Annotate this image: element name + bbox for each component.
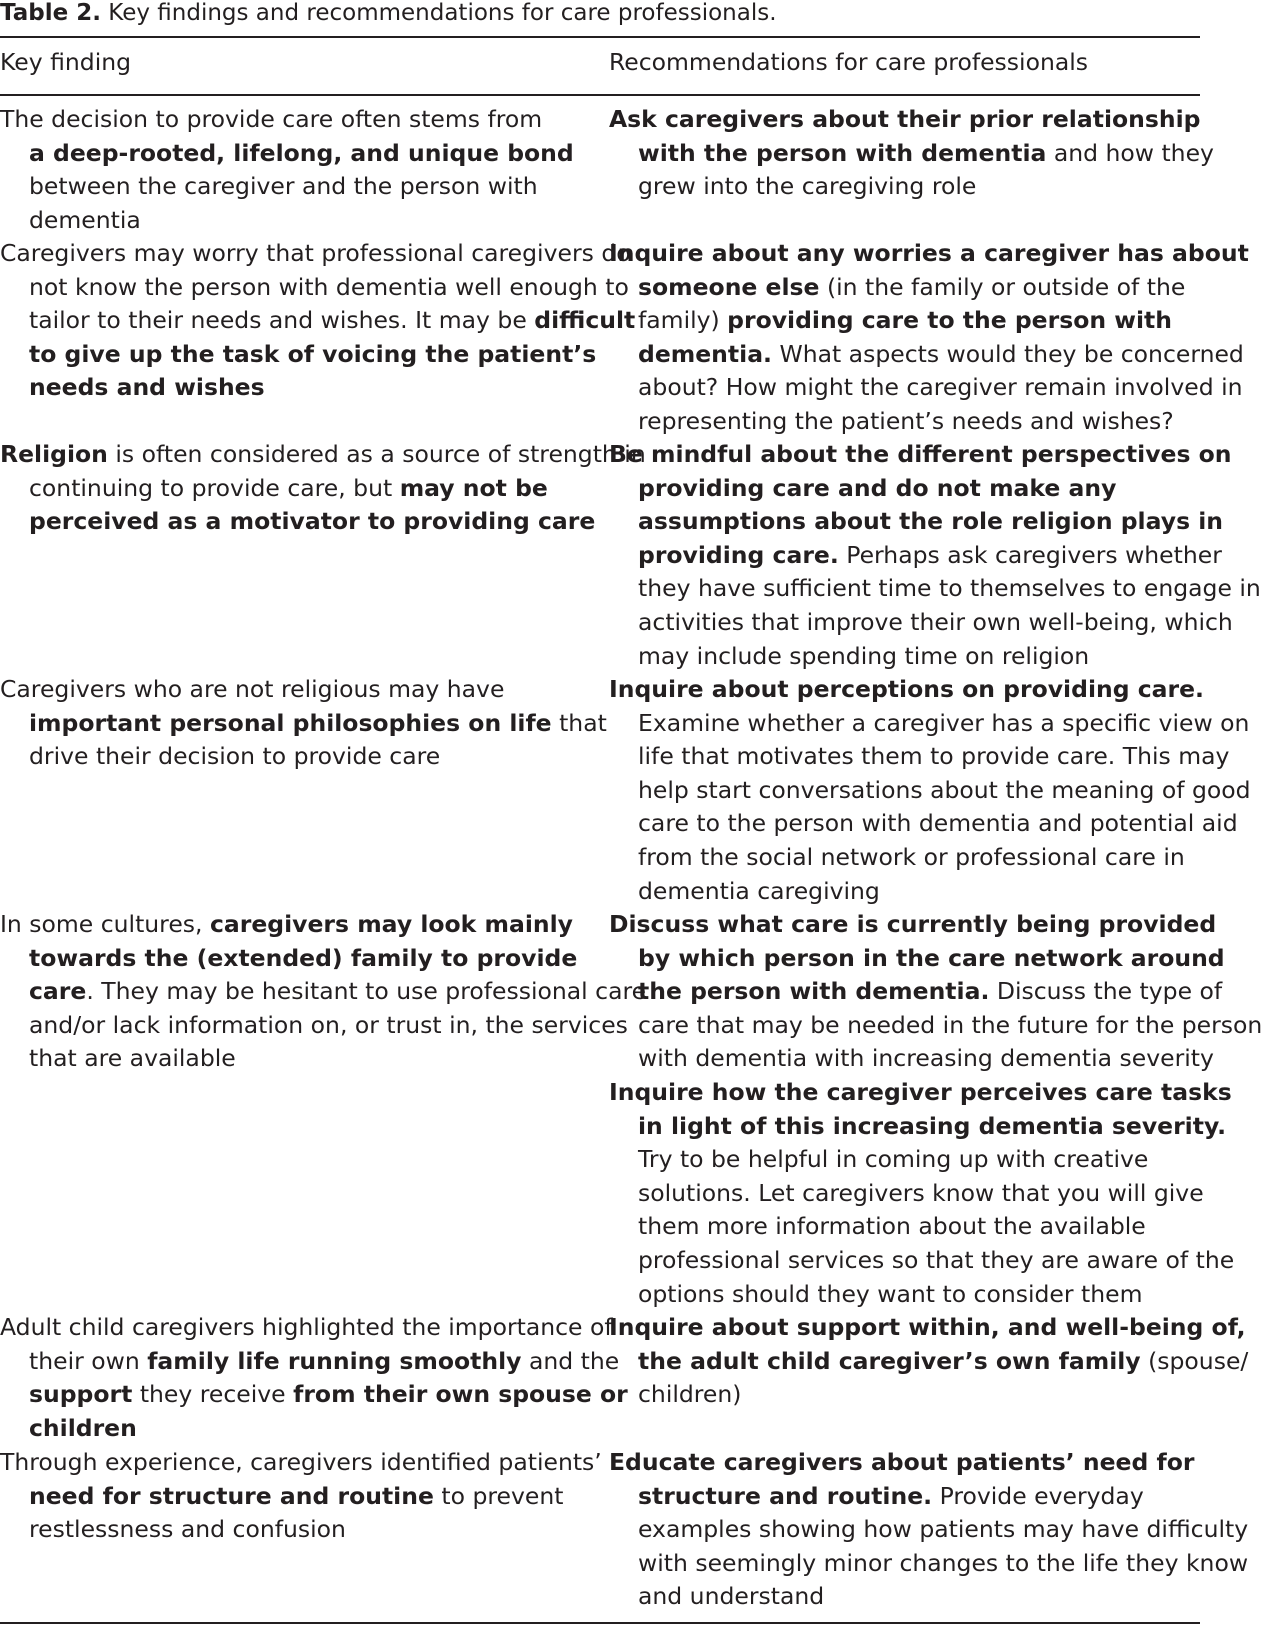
finding-text-line	[0, 942, 600, 976]
text: Adult child caregivers highlighted the importance of	[0, 1313, 613, 1341]
text: (in the family or outside of the	[819, 272, 1186, 301]
bold-text: by which person in the care network around	[638, 943, 1225, 972]
recommendation-text-line	[609, 572, 1261, 606]
text: representing the patient’s needs and wishes?	[638, 406, 1174, 435]
finding-text-line	[0, 1513, 600, 1547]
finding-text-line	[0, 1042, 600, 1076]
finding-text-line	[0, 1378, 628, 1412]
finding-text-line	[0, 673, 600, 707]
recommendation-text-line	[609, 908, 1217, 942]
finding-cell	[0, 673, 607, 774]
bold-text: providing care and do not make any	[638, 473, 1117, 502]
recommendation-text-line	[609, 1244, 1235, 1278]
text: Caregivers who are not religious may have	[0, 675, 505, 703]
recommendation-text-line	[609, 505, 1224, 539]
bold-text: the person with dementia.	[638, 977, 990, 1006]
finding-text-line	[0, 908, 600, 942]
bold-text: caregivers may look mainly	[209, 910, 573, 938]
bold-text: someone else	[638, 272, 820, 301]
finding-cell	[0, 237, 636, 405]
bold-text: structure and routine.	[638, 1481, 933, 1510]
text: drive their decision to provide care	[29, 742, 441, 771]
recommendation-text-line	[609, 137, 1214, 171]
text: help start conversations about the meaning of good	[638, 775, 1251, 804]
text: Perhaps ask caregivers whether	[838, 540, 1222, 569]
bold-text: Inquire about support within, and well-being of,	[609, 1313, 1246, 1341]
finding-text-line	[0, 975, 647, 1009]
bold-text: Inquire about perceptions on providing care.	[609, 675, 1204, 703]
finding-text-line	[0, 1412, 600, 1446]
finding-text-line	[0, 740, 600, 774]
recommendation-text-line	[609, 841, 1200, 875]
recommendation-cell	[609, 1311, 1249, 1412]
bold-text: may not be	[399, 473, 548, 502]
recommendation-text-line	[609, 1480, 1200, 1514]
finding-text-line	[0, 338, 600, 372]
text: care that may be needed in the future for the person	[638, 1010, 1262, 1039]
text: options should they want to consider them	[638, 1279, 1143, 1308]
bold-text: need for structure and routine	[29, 1481, 434, 1510]
recommendation-text-line	[609, 1042, 1214, 1076]
recommendation-text-line	[609, 405, 1200, 439]
text: . They may be hesitant to use professional care	[86, 977, 647, 1006]
recommendation-text-line	[609, 1278, 1200, 1312]
recommendation-text-line	[609, 740, 1230, 774]
bold-text: difficult	[534, 306, 636, 335]
bold-text: Educate caregivers about patients’ need for	[609, 1448, 1195, 1476]
recommendation-text-line	[609, 472, 1200, 506]
text: is often considered as a source of strength in	[107, 440, 646, 468]
text: restlessness and confusion	[29, 1515, 346, 1544]
text: solutions. Let caregivers know that you will give	[638, 1178, 1204, 1207]
text: to prevent	[433, 1481, 564, 1510]
recommendation-cell	[609, 1446, 1249, 1614]
recommendation-text-line	[609, 1378, 1200, 1412]
finding-cell	[0, 103, 600, 237]
bold-text: with the person with dementia	[638, 138, 1047, 167]
recommendation-text-line	[609, 1580, 1200, 1614]
text: Provide everyday	[932, 1481, 1144, 1510]
recommendation-text-line	[609, 1143, 1200, 1177]
table-caption-text: Key findings and recommendations for care professionals.	[100, 0, 777, 26]
finding-text-line	[0, 103, 600, 137]
recommendation-text-line	[609, 1177, 1204, 1211]
recommendation-text-line	[609, 304, 1200, 338]
text: that are available	[29, 1044, 236, 1073]
recommendation-text-line	[609, 371, 1243, 405]
finding-text-line	[0, 1480, 600, 1514]
recommendation-cell	[609, 438, 1261, 673]
recommendation-text-line	[609, 875, 1200, 909]
text: Caregivers may worry that professional caregivers do	[0, 239, 631, 267]
recommendation-text-line	[609, 1210, 1200, 1244]
text: grew into the caregiving role	[638, 172, 977, 201]
finding-text-line	[0, 1446, 600, 1480]
bold-text: the adult child caregiver’s own family	[638, 1346, 1141, 1375]
text: about? How might the caregiver remain involved in	[638, 373, 1243, 402]
recommendation-text-line	[609, 271, 1200, 305]
table-caption	[0, 0, 777, 28]
recommendation-text-line	[609, 1110, 1227, 1144]
recommendation-text-line	[609, 640, 1200, 674]
recommendation-text-line	[609, 438, 1232, 472]
recommendation-text-line	[609, 707, 1250, 741]
text: with dementia with increasing dementia severity	[638, 1044, 1214, 1073]
bold-text: to give up the task of voicing the patient’s	[29, 339, 597, 368]
text: In some cultures,	[0, 910, 210, 938]
finding-cell	[0, 1311, 628, 1445]
text: between the caregiver and the person with	[29, 172, 538, 201]
bold-text: children	[29, 1413, 137, 1442]
recommendation-text-line	[609, 1513, 1249, 1547]
text: Try to be helpful in coming up with creative	[638, 1145, 1149, 1174]
text: (spouse/	[1140, 1346, 1249, 1375]
recommendation-text-line	[609, 170, 1200, 204]
recommendation-text-line	[609, 237, 1249, 271]
text: tailor to their needs and wishes. It may be	[29, 306, 535, 335]
text: dementia caregiving	[638, 876, 880, 905]
bold-text: towards the (extended) family to provide	[29, 943, 578, 972]
table-caption-label: Table 2.	[0, 0, 101, 26]
text: they receive	[132, 1380, 294, 1409]
finding-cell	[0, 438, 646, 539]
text: Examine whether a caregiver has a specific view on	[638, 708, 1250, 737]
finding-text-line	[0, 707, 607, 741]
text: life that motivates them to provide care. This may	[638, 742, 1230, 771]
text: and how they	[1046, 138, 1214, 167]
finding-text-line	[0, 438, 646, 472]
text: family)	[638, 306, 728, 335]
finding-text-line	[0, 271, 629, 305]
finding-text-line	[0, 237, 631, 271]
text: activities that improve their own well-being, which	[638, 607, 1233, 636]
recommendation-cell	[609, 237, 1249, 439]
bold-text: support	[29, 1380, 133, 1409]
table-header-rule	[0, 94, 1200, 96]
finding-text-line	[0, 1009, 628, 1043]
recommendation-cell	[609, 103, 1214, 204]
bold-text: providing care to the person with	[727, 306, 1172, 335]
table-top-rule	[0, 36, 1200, 38]
finding-cell	[0, 908, 647, 1076]
finding-text-line	[0, 170, 600, 204]
text: and understand	[638, 1582, 825, 1611]
bold-text: Inquire about any worries a caregiver has about	[609, 239, 1249, 267]
bold-text: Discuss what care is currently being provided	[609, 910, 1217, 938]
finding-text-line	[0, 137, 600, 171]
text: their own	[29, 1346, 148, 1375]
finding-text-line	[0, 304, 636, 338]
text: not know the person with dementia well enough to	[29, 272, 629, 301]
bold-text: providing care.	[638, 540, 839, 569]
bold-text: important personal philosophies on life	[29, 708, 552, 737]
recommendation-text-line	[609, 1076, 1232, 1110]
recommendation-text-line	[609, 539, 1222, 573]
text: examples showing how patients may have difficulty	[638, 1515, 1249, 1544]
bold-text: Ask caregivers about their prior relationship	[609, 105, 1201, 133]
recommendation-text-line	[609, 338, 1244, 372]
bold-text: Inquire how the caregiver perceives care tasks	[609, 1077, 1232, 1106]
recommendation-text-line	[609, 975, 1223, 1009]
text: The decision to provide care often stems from	[0, 105, 543, 133]
finding-text-line	[0, 472, 600, 506]
recommendation-text-line	[609, 1345, 1249, 1379]
bold-text: Religion	[0, 440, 108, 468]
bold-text: family life running smoothly	[147, 1346, 522, 1375]
recommendation-cell	[609, 673, 1251, 908]
text: and the	[521, 1346, 620, 1375]
text: children)	[638, 1380, 742, 1409]
column-header-key-finding: Key finding	[0, 48, 132, 76]
recommendation-text-line	[609, 1009, 1262, 1043]
text: care to the person with dementia and potential aid	[638, 809, 1238, 838]
bold-text: care	[29, 977, 87, 1006]
recommendation-text-line	[609, 1311, 1246, 1345]
text: and/or lack information on, or trust in, the services	[29, 1010, 628, 1039]
finding-text-line	[0, 371, 600, 405]
bold-text: in light of this increasing dementia severity.	[638, 1111, 1227, 1140]
recommendation-text-line	[609, 807, 1238, 841]
recommendation-text-line	[609, 606, 1233, 640]
recommendation-text-line	[609, 103, 1200, 137]
recommendation-text-line	[609, 1446, 1200, 1480]
finding-text-line	[0, 204, 600, 238]
bold-text: from their own spouse or	[293, 1380, 628, 1409]
recommendation-text-line	[609, 774, 1251, 808]
text: may include spending time on religion	[638, 641, 1090, 670]
finding-text-line	[0, 1311, 613, 1345]
recommendation-text-line	[609, 1547, 1249, 1581]
bold-text: perceived as a motivator to providing care	[29, 507, 596, 536]
text: What aspects would they be concerned	[772, 339, 1244, 368]
text: dementia	[29, 205, 141, 234]
bold-text: a deep-rooted, lifelong, and unique bond	[29, 138, 574, 167]
finding-text-line	[0, 1345, 620, 1379]
text: professional services so that they are aware of the	[638, 1245, 1235, 1274]
text: Discuss the type of	[989, 977, 1223, 1006]
text: that	[551, 708, 607, 737]
text: they have sufficient time to themselves to engage in	[638, 574, 1261, 603]
table-bottom-rule	[0, 1622, 1200, 1624]
finding-cell	[0, 1446, 600, 1547]
recommendation-text-line	[609, 673, 1204, 707]
column-header-recommendations: Recommendations for care professionals	[609, 48, 1089, 76]
text: them more information about the available	[638, 1212, 1146, 1241]
text: with seemingly minor changes to the life they know	[638, 1548, 1249, 1577]
bold-text: dementia.	[638, 339, 772, 368]
bold-text: needs and wishes	[29, 373, 265, 402]
bold-text: Be mindful about the different perspectives on	[609, 440, 1232, 468]
finding-text-line	[0, 505, 600, 539]
recommendation-text-line	[609, 942, 1225, 976]
recommendation-cell	[609, 908, 1262, 1311]
text: from the social network or professional care in	[638, 842, 1185, 871]
bold-text: assumptions about the role religion plays in	[638, 507, 1224, 536]
text: continuing to provide care, but	[29, 473, 400, 502]
text: Through experience, caregivers identified patients’	[0, 1448, 602, 1476]
